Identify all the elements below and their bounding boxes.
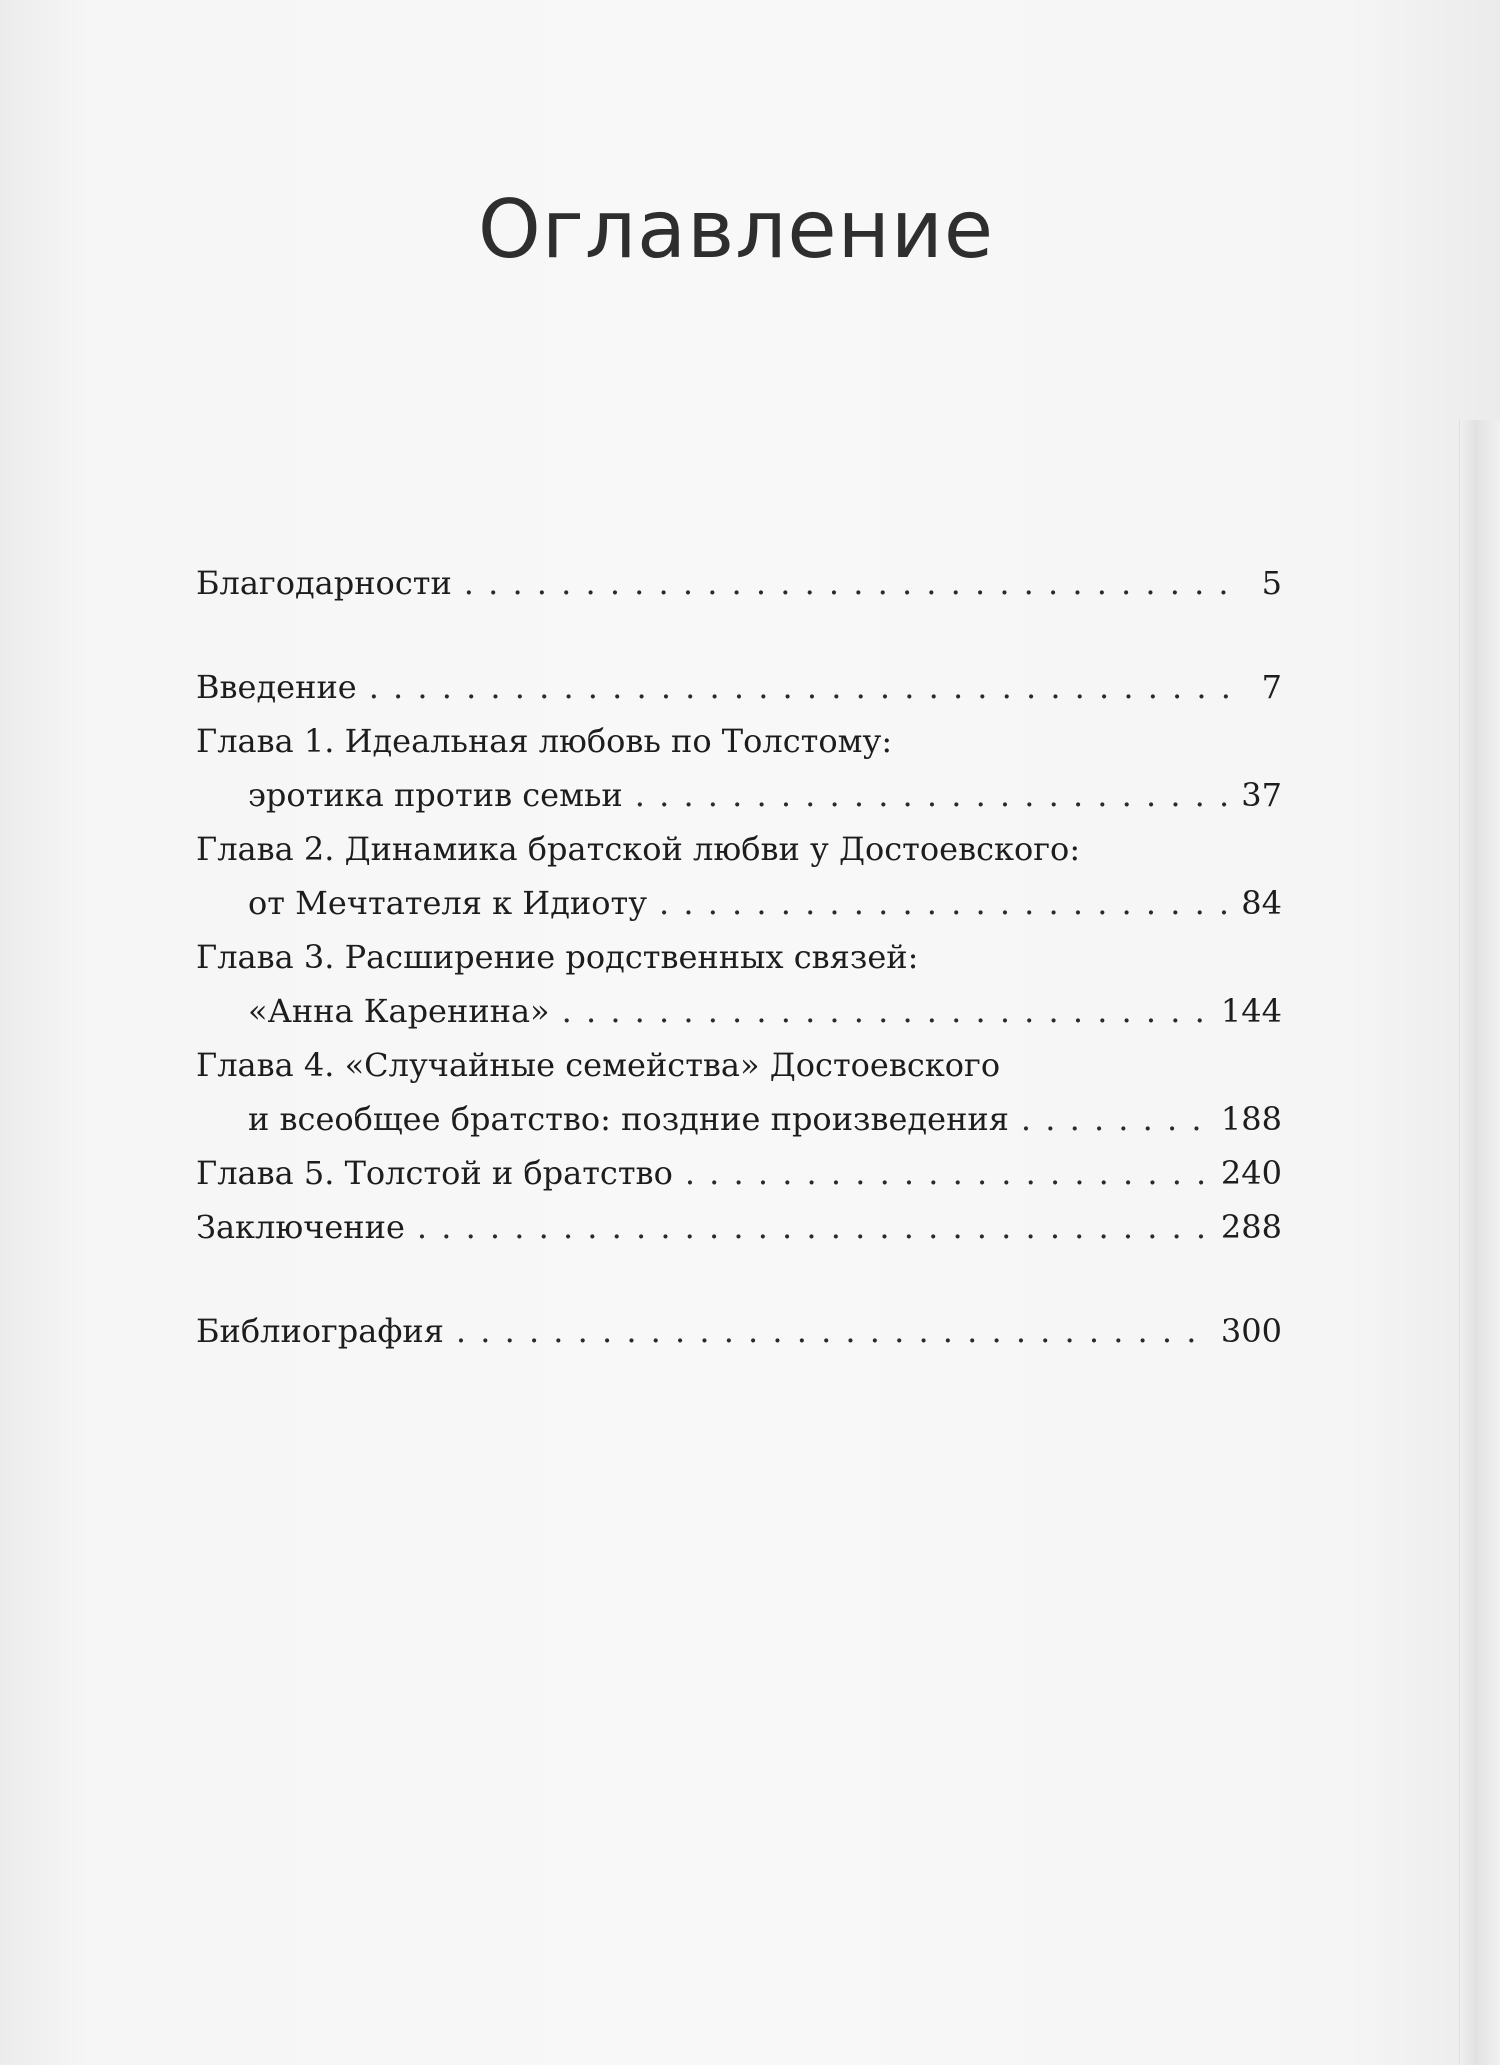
toc-page-number: 188	[1220, 1100, 1282, 1138]
dot-leader	[562, 984, 1211, 1038]
dot-leader	[659, 876, 1231, 930]
dot-leader	[417, 1200, 1211, 1254]
dot-leader	[464, 556, 1232, 610]
toc-page-number: 288	[1220, 1208, 1282, 1246]
toc-entry-subtitle: эротика против семьи	[248, 776, 623, 814]
toc-entry-subtitle: и всеобщее братство: поздние произведения	[248, 1100, 1009, 1138]
toc-entry-introduction	[196, 660, 1282, 714]
toc-entry-title: Глава 4. «Случайные семейства» Достоевского	[196, 1046, 1001, 1084]
page-title: Оглавление	[477, 183, 995, 276]
toc-page-number: 37	[1241, 776, 1282, 814]
toc-entry-conclusion	[196, 1200, 1282, 1254]
dot-leader	[456, 1304, 1211, 1358]
toc-page-number: 84	[1241, 884, 1282, 922]
toc-entry-subtitle: от Мечтателя к Идиоту	[248, 884, 648, 922]
toc-entry-chapter-3	[196, 930, 1282, 1038]
dot-leader	[635, 768, 1232, 822]
dot-leader	[685, 1146, 1211, 1200]
page-edge	[1459, 420, 1500, 2065]
toc-page-number: 300	[1220, 1312, 1282, 1350]
toc-page-number: 240	[1220, 1154, 1282, 1192]
toc-entry-acknowledgements	[196, 556, 1282, 610]
toc-entry-chapter-1	[196, 714, 1282, 822]
toc-entry-chapter-4	[196, 1038, 1282, 1146]
toc-entry-title: Глава 2. Динамика братской любви у Достоевского:	[196, 830, 1081, 868]
dot-leader	[1021, 1092, 1211, 1146]
toc-entry-title: Благодарности	[196, 564, 452, 602]
toc-entry-title: Глава 5. Толстой и братство	[196, 1154, 673, 1192]
toc-entry-chapter-2	[196, 822, 1282, 930]
toc-entry-title: Библиография	[196, 1312, 444, 1350]
toc-page-number: 5	[1261, 564, 1282, 602]
toc-entry-title: Глава 3. Расширение родственных связей:	[196, 938, 919, 976]
toc-page-number: 144	[1220, 992, 1282, 1030]
table-of-contents	[196, 556, 1282, 1358]
toc-entry-title: Глава 1. Идеальная любовь по Толстому:	[196, 722, 893, 760]
toc-entry-subtitle: «Анна Каренина»	[248, 992, 550, 1030]
toc-entry-title: Введение	[196, 668, 357, 706]
toc-entry-bibliography	[196, 1304, 1282, 1358]
toc-entry-title: Заключение	[196, 1208, 405, 1246]
toc-page-number: 7	[1261, 668, 1282, 706]
toc-entry-chapter-5	[196, 1146, 1282, 1200]
dot-leader	[369, 660, 1232, 714]
